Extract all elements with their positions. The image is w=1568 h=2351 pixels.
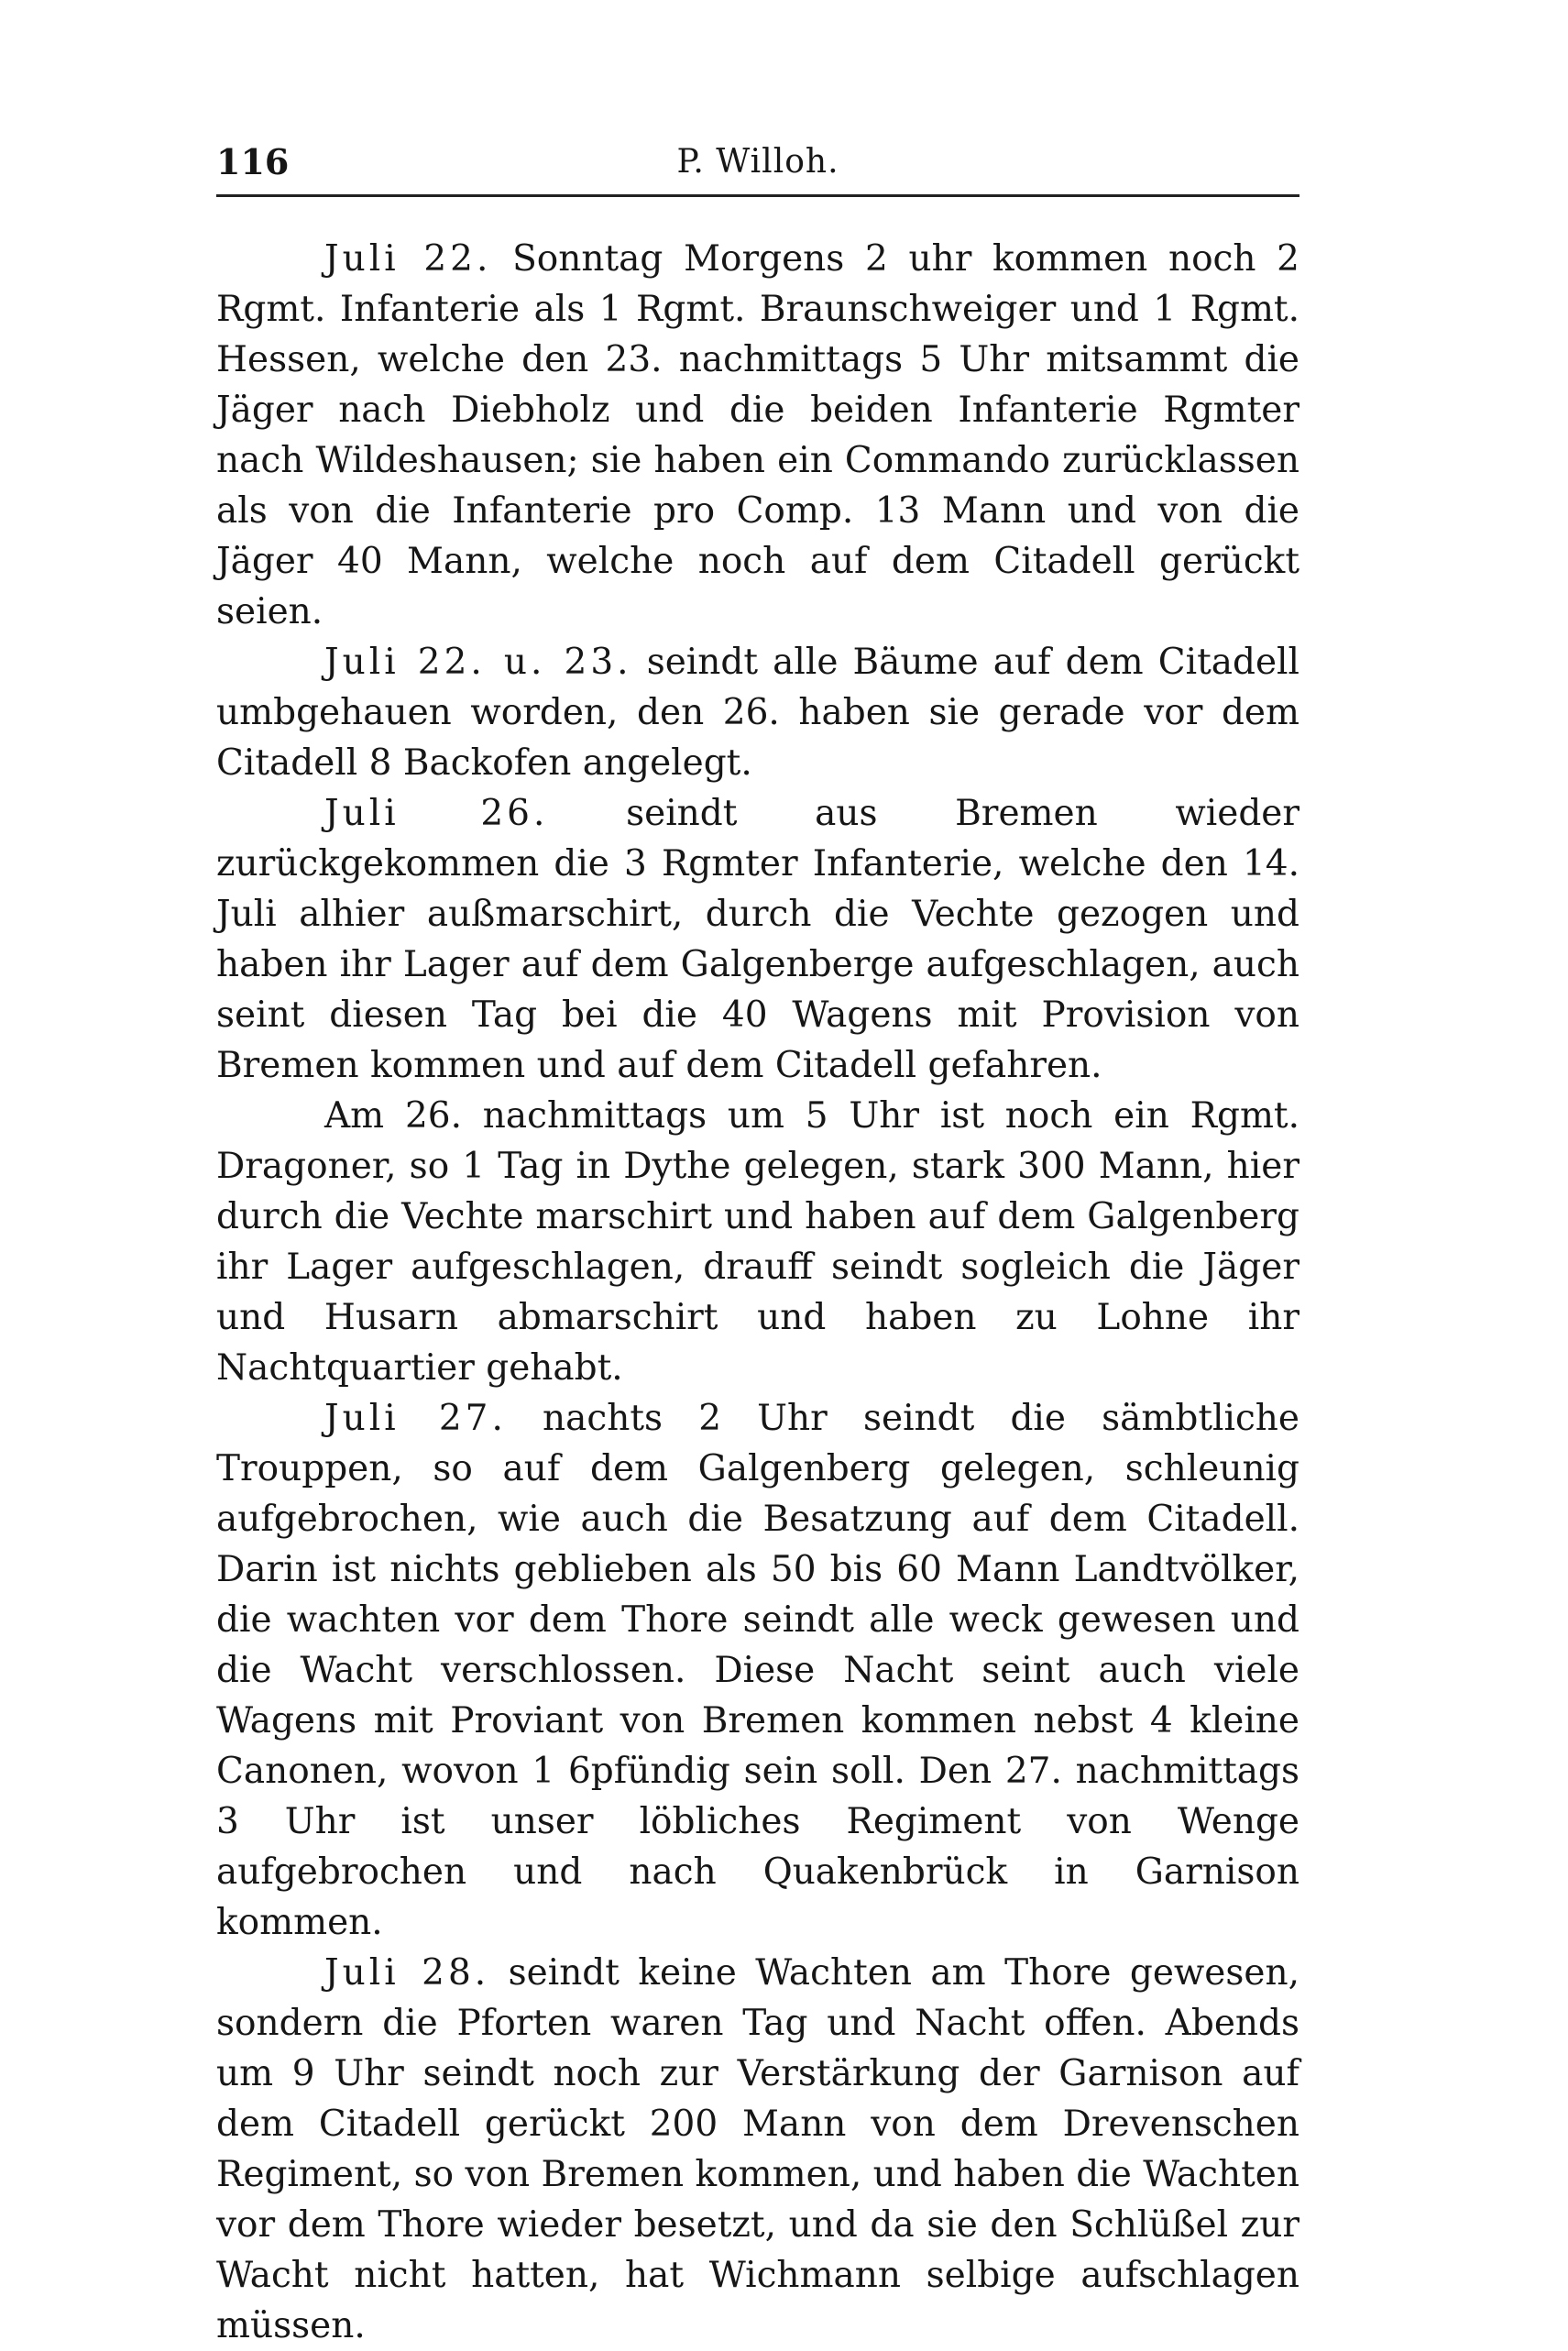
- page-number: 116: [216, 141, 290, 182]
- paragraph-1: [216, 234, 1299, 637]
- date-lead: Juli 22. u. 23.: [324, 642, 632, 683]
- date-lead: Juli 26.: [324, 793, 549, 834]
- date-lead: Juli 28.: [324, 1952, 490, 1994]
- paragraph-5: [216, 1393, 1299, 1948]
- paragraph-3: [216, 788, 1299, 1091]
- paragraph-text: Am 26. nachmittags um 5 Uhr ist noch ein Rgmt. Dragoner, so 1 Tag in Dythe gelegen, stark 300 Mann, hier durch die Vechte marschirt und haben auf dem Galgenberg ihr Lager aufgeschlagen, drauff seindt sogleich die Jäger und Husarn abmarschirt und haben zu Lohne ihr Nachtquartier gehabt.: [216, 1095, 1299, 1389]
- text-body: [216, 234, 1299, 2351]
- paragraph-text: Sonntag Morgens 2 uhr kommen noch 2 Rgmt. Infanterie als 1 Rgmt. Braunschweiger und 1 Rgmt. Hessen, welche den 23. nachmittags 5 Uhr mitsammt die Jäger nach Diebholz und die beiden Infanterie Rgmter nach Wildeshausen; sie haben ein Commando zurücklassen als von die Infanterie pro Comp. 13 Mann und von die Jäger 40 Mann, welche noch auf dem Citadell gerückt seien.: [216, 238, 1299, 632]
- paragraph-text: nachts 2 Uhr seindt die sämbtliche Trouppen, so auf dem Galgenberg gelegen, schleunig aufgebrochen, wie auch die Besatzung auf dem Citadell. Darin ist nichts geblieben als 50 bis 60 Mann Landtvölker, die wachten vor dem Thore seindt alle weck gewesen und die Wacht verschlossen. Diese Nacht seint auch viele Wagens mit Proviant von Bremen kommen nebst 4 kleine Canonen, wovon 1 6pfündig sein soll. Den 27. nachmittags 3 Uhr ist unser löbliches Regiment von Wenge aufgebrochen und nach Quakenbrück in Garnison kommen.: [216, 1398, 1299, 1943]
- running-head: P. Willoh.: [676, 143, 839, 181]
- paragraph-text: seindt alle Bäume auf dem Citadell umbgehauen worden, den 26. haben sie gerade vor dem Citadell 8 Backofen angelegt.: [216, 642, 1299, 784]
- date-lead: Juli 22.: [324, 238, 492, 280]
- paragraph-text: seindt keine Wachten am Thore gewesen, sondern die Pforten waren Tag und Nacht offen. Abends um 9 Uhr seindt noch zur Verstärkung der Garnison auf dem Citadell gerückt 200 Mann von dem Drevenschen Regiment, so von Bremen kommen, und haben die Wachten vor dem Thore wieder besetzt, und da sie den Schlüßel zur Wacht nicht hatten, hat Wichmann selbige aufschlagen müssen.: [216, 1952, 1299, 2346]
- paragraph-text: seindt aus Bremen wieder zurückgekommen die 3 Rgmter Infanterie, welche den 14. Juli alhier außmarschirt, durch die Vechte gezogen und haben ihr Lager auf dem Galgenberge aufgeschlagen, auch seint diesen Tag bei die 40 Wagens mit Provision von Bremen kommen und auf dem Citadell gefahren.: [216, 793, 1300, 1086]
- paragraph-4: [216, 1091, 1299, 1393]
- header-rule: [216, 194, 1299, 197]
- page-header: [216, 137, 1299, 187]
- paragraph-2: [216, 637, 1299, 788]
- paragraph-6: [216, 1948, 1299, 2351]
- date-lead: Juli 27.: [324, 1398, 507, 1439]
